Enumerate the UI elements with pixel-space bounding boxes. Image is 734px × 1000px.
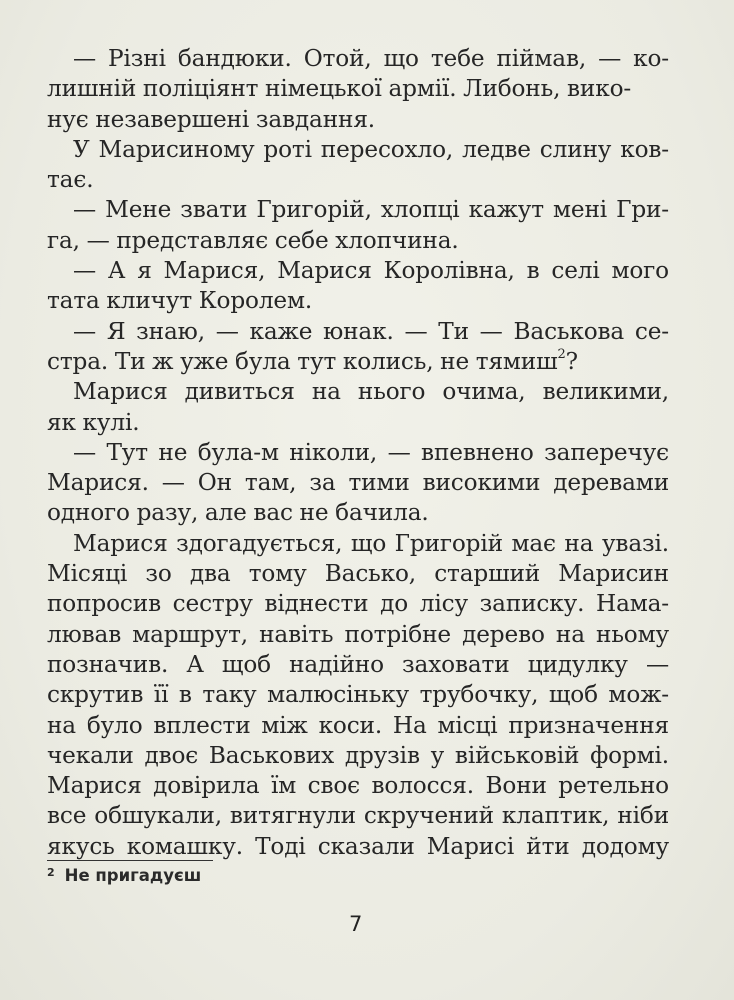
text-line: стра. Ти ж уже була тут колись, не тямиш bbox=[47, 347, 558, 375]
text-line: все обшукали, витягнули скручений клаптик, ніби bbox=[47, 802, 669, 830]
text-line: тає. bbox=[47, 166, 94, 194]
footnote bbox=[47, 866, 201, 885]
text-line: — Різні бандюки. Отой, що тебе піймав, — ко- bbox=[73, 45, 669, 72]
text-line: — Тут не була-м ніколи, — впевнено заперечує bbox=[73, 438, 669, 466]
text-line: попросив сестру віднести до лісу записку. Нама- bbox=[47, 590, 669, 618]
body-text bbox=[47, 44, 669, 862]
text-line: Марися здогадується, що Григорій має на увазі. bbox=[73, 529, 669, 557]
text-line: Марися. — Он там, за тими високими деревами bbox=[47, 469, 669, 497]
text-line: Марися дивиться на нього очима, великими, bbox=[73, 378, 669, 406]
page-number: 7 bbox=[349, 912, 363, 936]
footnote-reference: 2 bbox=[557, 347, 566, 363]
text-line-with-footnote bbox=[47, 347, 669, 377]
text-line: лював маршрут, навіть потрібне дерево на ньому bbox=[47, 620, 669, 648]
text-line: — Мене звати Григорій, хлопці кажут мені Гри- bbox=[73, 196, 669, 224]
text-line: на було вплести між коси. На місці призначення bbox=[47, 711, 669, 739]
text-line: У Марисиному роті пересохло, ледве слину ков- bbox=[73, 135, 669, 163]
text-line: Марися довірила їм своє волосся. Вони ретельно bbox=[47, 772, 669, 800]
text-line: лишній поліціянт німецької армії. Либонь, вико- bbox=[47, 75, 632, 103]
text-line: — Я знаю, — каже юнак. — Ти — Васькова се- bbox=[73, 317, 669, 345]
footnote-text: Не пригадуєш bbox=[64, 866, 202, 885]
text-line: як кулі. bbox=[47, 408, 140, 436]
footnote-divider bbox=[47, 860, 213, 861]
question-mark: ? bbox=[565, 347, 578, 375]
text-line: скрутив її в таку малюсіньку трубочку, щоб мож- bbox=[47, 681, 669, 709]
text-line: тата кличут Королем. bbox=[47, 287, 313, 315]
text-line: — А я Марися, Марися Королівна, в селі мого bbox=[73, 257, 669, 285]
text-line: га, — представляє себе хлопчина. bbox=[47, 226, 459, 254]
text-line: чекали двоє Васькових друзів у військовій формі. bbox=[47, 741, 669, 769]
text-line: Місяці зо два тому Васько, старший Марисин bbox=[47, 560, 669, 588]
text-line: нує незавершені завдання. bbox=[47, 105, 376, 133]
footnote-mark: 2 bbox=[47, 866, 55, 879]
text-line: одного разу, але вас не бачила. bbox=[47, 499, 429, 527]
text-line: якусь комашку. Тоді сказали Марисі йти додому bbox=[47, 832, 669, 860]
text-line: позначив. А щоб надійно заховати цидулку — bbox=[47, 650, 669, 678]
